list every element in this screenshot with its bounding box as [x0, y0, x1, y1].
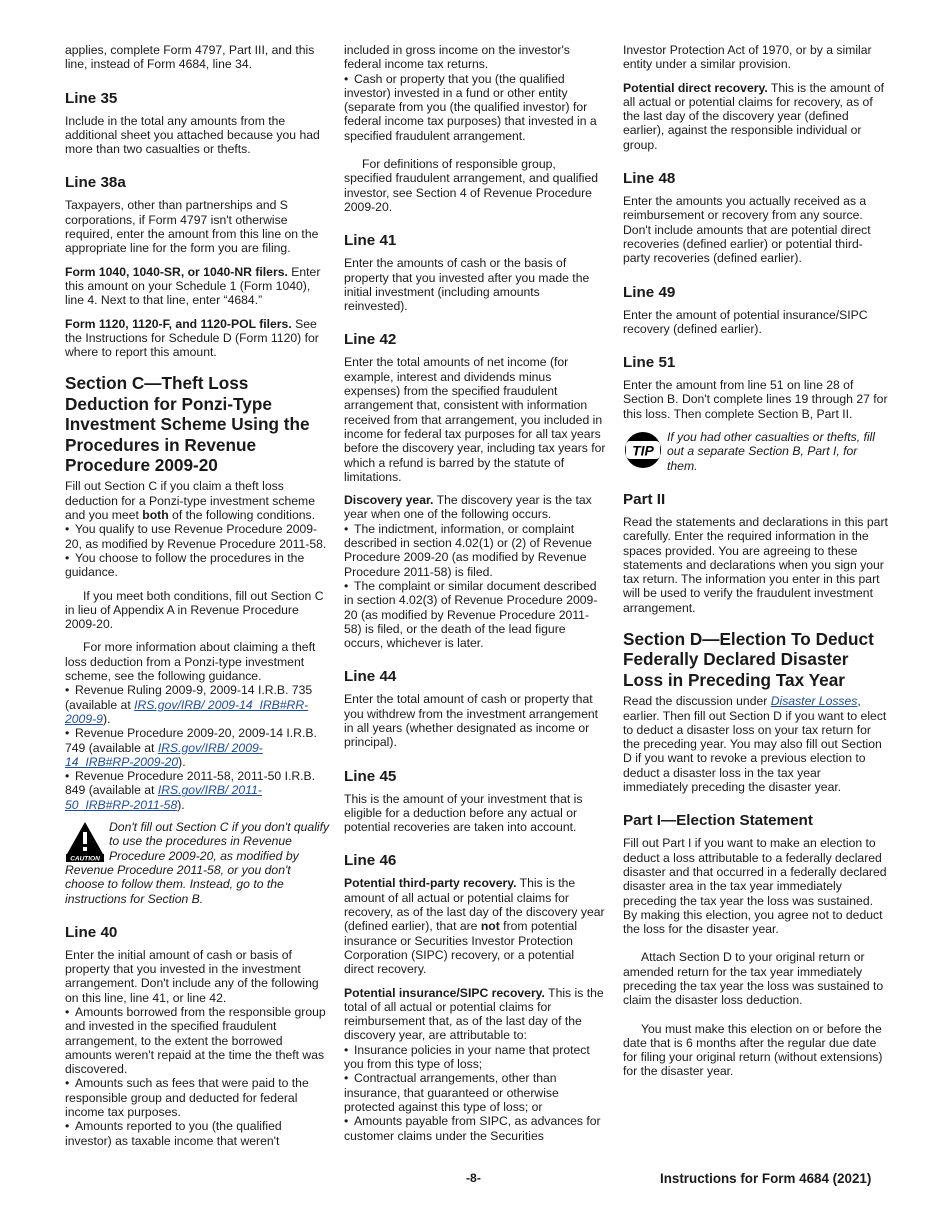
bullet-item: • Amounts such as fees that were paid to the responsible group and deducted for federal income tax purposes.	[65, 1076, 330, 1119]
heading-line-41: Line 41	[344, 232, 397, 250]
paragraph: Enter the amount of potential insurance/SIPC recovery (defined earlier).	[623, 307, 868, 336]
heading-section-d: Section D—Election To Deduct Federally Declared Disaster Loss in Preceding Tax Year	[623, 629, 874, 690]
paragraph-insurance-sipc	[344, 986, 606, 1043]
bullet-item	[65, 683, 330, 726]
heading-line-44: Line 44	[344, 668, 397, 686]
heading-line-45: Line 45	[344, 767, 397, 785]
text: ).	[178, 754, 186, 769]
bullet-item: • Amounts reported to you (the qualified investor) as taxable income that weren't	[65, 1119, 330, 1148]
heading-line-49: Line 49	[623, 283, 676, 301]
text-bold: both	[142, 508, 169, 523]
bullet-item: • You choose to follow the procedures in the guidance.	[65, 551, 330, 580]
paragraph: For definitions of responsible group, specified fraudulent arrangement, and qualified investor, see Section 4 of Revenue Procedure 2009-20.	[344, 157, 599, 214]
tip-text: If you had other casualties or thefts, fill out a separate Section B, Part I, for them.	[667, 430, 875, 473]
paragraph: If you meet both conditions, fill out Section C in lieu of Appendix A in Revenue Procedure 2009-20.	[65, 588, 324, 632]
bullet-item: • Cash or property that you (the qualified investor) invested in a fund or other entity (separate from you (the qualified investor) for federal income tax purposes) that invested in a specified fraudulent arrangement.	[344, 72, 606, 143]
paragraph: Enter the amounts of cash or the basis of property that you invested after you made the initial investment (including amounts reinvested).	[344, 256, 590, 314]
run-in-heading: Discovery year.	[344, 493, 434, 508]
text: Revenue Procedure 2009-20, 2009-14 I.R.B. 749 (available at	[65, 726, 317, 755]
link-rp-2011-58[interactable]: IRS.gov/IRB/ 2011-50_IRB#RP-2011-58	[65, 783, 262, 812]
paragraph	[623, 694, 888, 794]
heading-line-42: Line 42	[344, 331, 397, 349]
bullet-item	[65, 726, 330, 769]
continued-text: Investor Protection Act of 1970, or by a similar entity under a similar provision.	[623, 43, 872, 72]
caution-text: Don't fill out Section C if you don't qualify to use the procedures in Revenue Procedure 2009-20, as modified by Revenue Procedure 2011-58, or you don't choose to follow them. Instead, go to the instructions for Section B.	[65, 820, 330, 906]
paragraph: Include in the total any amounts from the additional sheet you attached because you had more than two casualties or thefts.	[65, 113, 320, 157]
paragraph: This is the amount of your investment that is eligible for a deduction before any actual or potential recoveries are taken into account.	[344, 791, 583, 835]
text: ).	[177, 797, 185, 812]
heading-line-46: Line 46	[344, 852, 397, 870]
paragraph: For more information about claiming a theft loss deduction from a Ponzi-type investment scheme, see the following guidance.	[65, 640, 316, 684]
text: ).	[102, 711, 111, 726]
text: of the following conditions.	[168, 508, 315, 523]
tip-label: TIP	[632, 442, 654, 459]
bullet-item	[65, 769, 330, 812]
paragraph: Taxpayers, other than partnerships and S corporations, if Form 4797 isn't otherwise required, enter the amount from this line on the appropriate line for the form you are filing.	[65, 198, 319, 256]
link-rp-2009-20[interactable]: IRS.gov/IRB/ 2009-14_IRB#RP-2009-20	[65, 740, 263, 769]
text: Revenue Ruling 2009-9, 2009-14 I.R.B. 735 (available at	[65, 683, 313, 712]
run-in-heading: Form 1040, 1040-SR, or 1040-NR filers.	[65, 264, 288, 279]
column-3	[623, 43, 888, 1088]
caution-note	[65, 820, 330, 906]
paragraph: Enter the total amount of cash or property that you withdrew from the investment arrangement in all years (whether designated as income or principal).	[344, 692, 599, 750]
run-in-heading: Potential third-party recovery.	[344, 876, 517, 891]
text: from potential insurance or Securities Investor Protection Corporation (SIPC) recovery, or a potential direct recovery.	[344, 919, 578, 977]
paragraph-third-party	[344, 876, 606, 976]
bullet-item: • Amounts borrowed from the responsible group and invested in the specified fraudulent arrangement, to the extent the borrowed amounts weren't repaid at the time the theft was discovered.	[65, 1005, 330, 1076]
bullet-item: • The complaint or similar document described in section 4.02(3) of Revenue Procedure 2009-20 (as modified by Revenue Procedure 2011-58) is filed, or the death of the lead figure occurs, whichever is later.	[344, 579, 606, 650]
text: Fill out Section C if you claim a theft loss deduction for a Ponzi-type investment scheme and you meet	[65, 479, 315, 523]
paragraph: Attach Section D to your original return or amended return for the tax year immediately preceding the tax year the loss was sustained to claim the disaster loss deduction.	[623, 950, 884, 1008]
link-rr-2009-9[interactable]: IRS.gov/IRB/ 2009-14_IRB#RR-2009-9	[65, 697, 309, 726]
text: This is the amount of all actual or potential claims for recovery, as of the last day of the discovery year (defined earlier), against the responsible individual or group.	[623, 80, 885, 152]
paragraph: Enter the amounts you actually received as a reimbursement or recovery from any source. Don't include amounts that are potential direct recoveries (defined earlier) or potential third-party recoveries (defined earlier).	[623, 194, 871, 266]
bullet-item: • Insurance policies in your name that protect you from this type of loss;	[344, 1043, 606, 1072]
text-bold: not	[480, 919, 500, 934]
run-in-heading: Form 1120, 1120-F, and 1120-POL filers.	[65, 316, 292, 331]
continued-text: included in gross income on the investor's federal income tax returns.	[344, 43, 570, 72]
paragraph: You must make this election on or before the date that is 6 months after the regular due date for filing your original return (without extensions) for the disaster year.	[623, 1021, 883, 1079]
bullet-item: • You qualify to use Revenue Procedure 2009-20, as modified by Revenue Procedure 2011-58.	[65, 522, 330, 551]
text: This is the total of all actual or potential claims for reimbursement that, as of the last day of the discovery year, are attributable to:	[344, 985, 604, 1043]
paragraph: Enter the initial amount of cash or basis of property that you invested in the investment arrangement. Don't include any of the following on this line, line 41, or line 42.	[65, 947, 319, 1005]
page-number: -8-	[466, 1171, 481, 1185]
paragraph-1040-filers	[65, 265, 330, 308]
run-in-heading: Potential insurance/SIPC recovery.	[344, 985, 545, 1000]
heading-line-38a: Line 38a	[65, 174, 126, 192]
column-2	[344, 43, 606, 1143]
text: Revenue Procedure 2011-58, 2011-50 I.R.B. 849 (available at	[65, 769, 316, 798]
bullet-item: • The indictment, information, or complaint described in section 4.02(1) or (2) of Revenue Procedure 2009-20 (as modified by Revenue Procedure 2011-58) is filed.	[344, 522, 606, 579]
footer-form-title: Instructions for Form 4684 (2021)	[660, 1171, 872, 1186]
column-1	[65, 43, 330, 1148]
text: This is the amount of all actual or potential claims for recovery, as of the last day of the discovery year (defined earlier), that are	[344, 876, 605, 934]
heading-part-i-election: Part I—Election Statement	[623, 812, 813, 830]
tip-icon	[623, 430, 663, 470]
text: Read the discussion under	[623, 694, 771, 709]
caution-label: CAUTION	[70, 855, 100, 863]
paragraph: Fill out Part I if you want to make an election to deduct a loss attributable to a federally declared disaster and that occurred in a federally declared disaster area in the tax year immediately preceding the tax year the loss was sustained. By making this election, you agree not to deduct the loss for the disaster year.	[623, 836, 887, 937]
tip-note	[623, 430, 888, 473]
heading-section-c: Section C—Theft Loss Deduction for Ponzi-Type Investment Scheme Using the Procedures in Revenue Procedure 2009-20	[65, 373, 310, 476]
paragraph: Enter the amount from line 51 on line 28 of Section B. Don't complete lines 19 through 27 for this loss. Then complete Section B, Part II.	[623, 378, 888, 421]
paragraph-1120-filers	[65, 317, 330, 360]
paragraph: Enter the total amounts of net income (for example, interest and dividends minus expenses) from the specified fraudulent arrangement that, consistent with information received from that arrangement, you included in income for federal tax purposes for all tax years before the discovery year, including tax years for which a refund is barred by the statute of limitations.	[344, 355, 606, 484]
paragraph-direct-recovery	[623, 81, 888, 152]
text: Enter this amount on your Schedule 1 (Form 1040), line 4. Next to that line, enter “4684.”	[65, 264, 321, 308]
paragraph-discovery-year	[344, 493, 606, 522]
heading-line-48: Line 48	[623, 170, 676, 188]
heading-line-40: Line 40	[65, 923, 118, 941]
continued-text: applies, complete Form 4797, Part III, and this line, instead of Form 4684, line 34.	[65, 43, 315, 72]
text: See the Instructions for Schedule D (Form 1120) for where to report this amount.	[65, 316, 319, 360]
heading-part-ii: Part II	[623, 490, 666, 508]
link-disaster-losses[interactable]: Disaster Losses	[770, 694, 858, 709]
paragraph	[65, 479, 330, 522]
run-in-heading: Potential direct recovery.	[623, 80, 768, 95]
paragraph: Read the statements and declarations in this part carefully. Enter the required information in the spaces provided. You are agreeing to these statements and declarations when you sign your tax return. The information you enter in this part will be used to verify the fraudulent investment arrangement.	[623, 514, 888, 615]
bullet-item: • Amounts payable from SIPC, as advances for customer claims under the Securities	[344, 1114, 606, 1143]
text: The discovery year is the tax year when one of the following occurs.	[344, 493, 592, 522]
heading-line-51: Line 51	[623, 354, 676, 372]
heading-line-35: Line 35	[65, 89, 118, 107]
text: , earlier. Then fill out Section D if you want to elect to deduct a disaster loss on your tax return for the preceding year. You may also fill out Section D if you want to revoke a previous election to deduct a disaster loss in the tax year immediately preceding the disaster year.	[623, 694, 887, 795]
caution-icon	[65, 820, 105, 862]
bullet-item: • Contractual arrangements, other than insurance, that guaranteed or otherwise protected against this type of loss; or	[344, 1071, 606, 1114]
